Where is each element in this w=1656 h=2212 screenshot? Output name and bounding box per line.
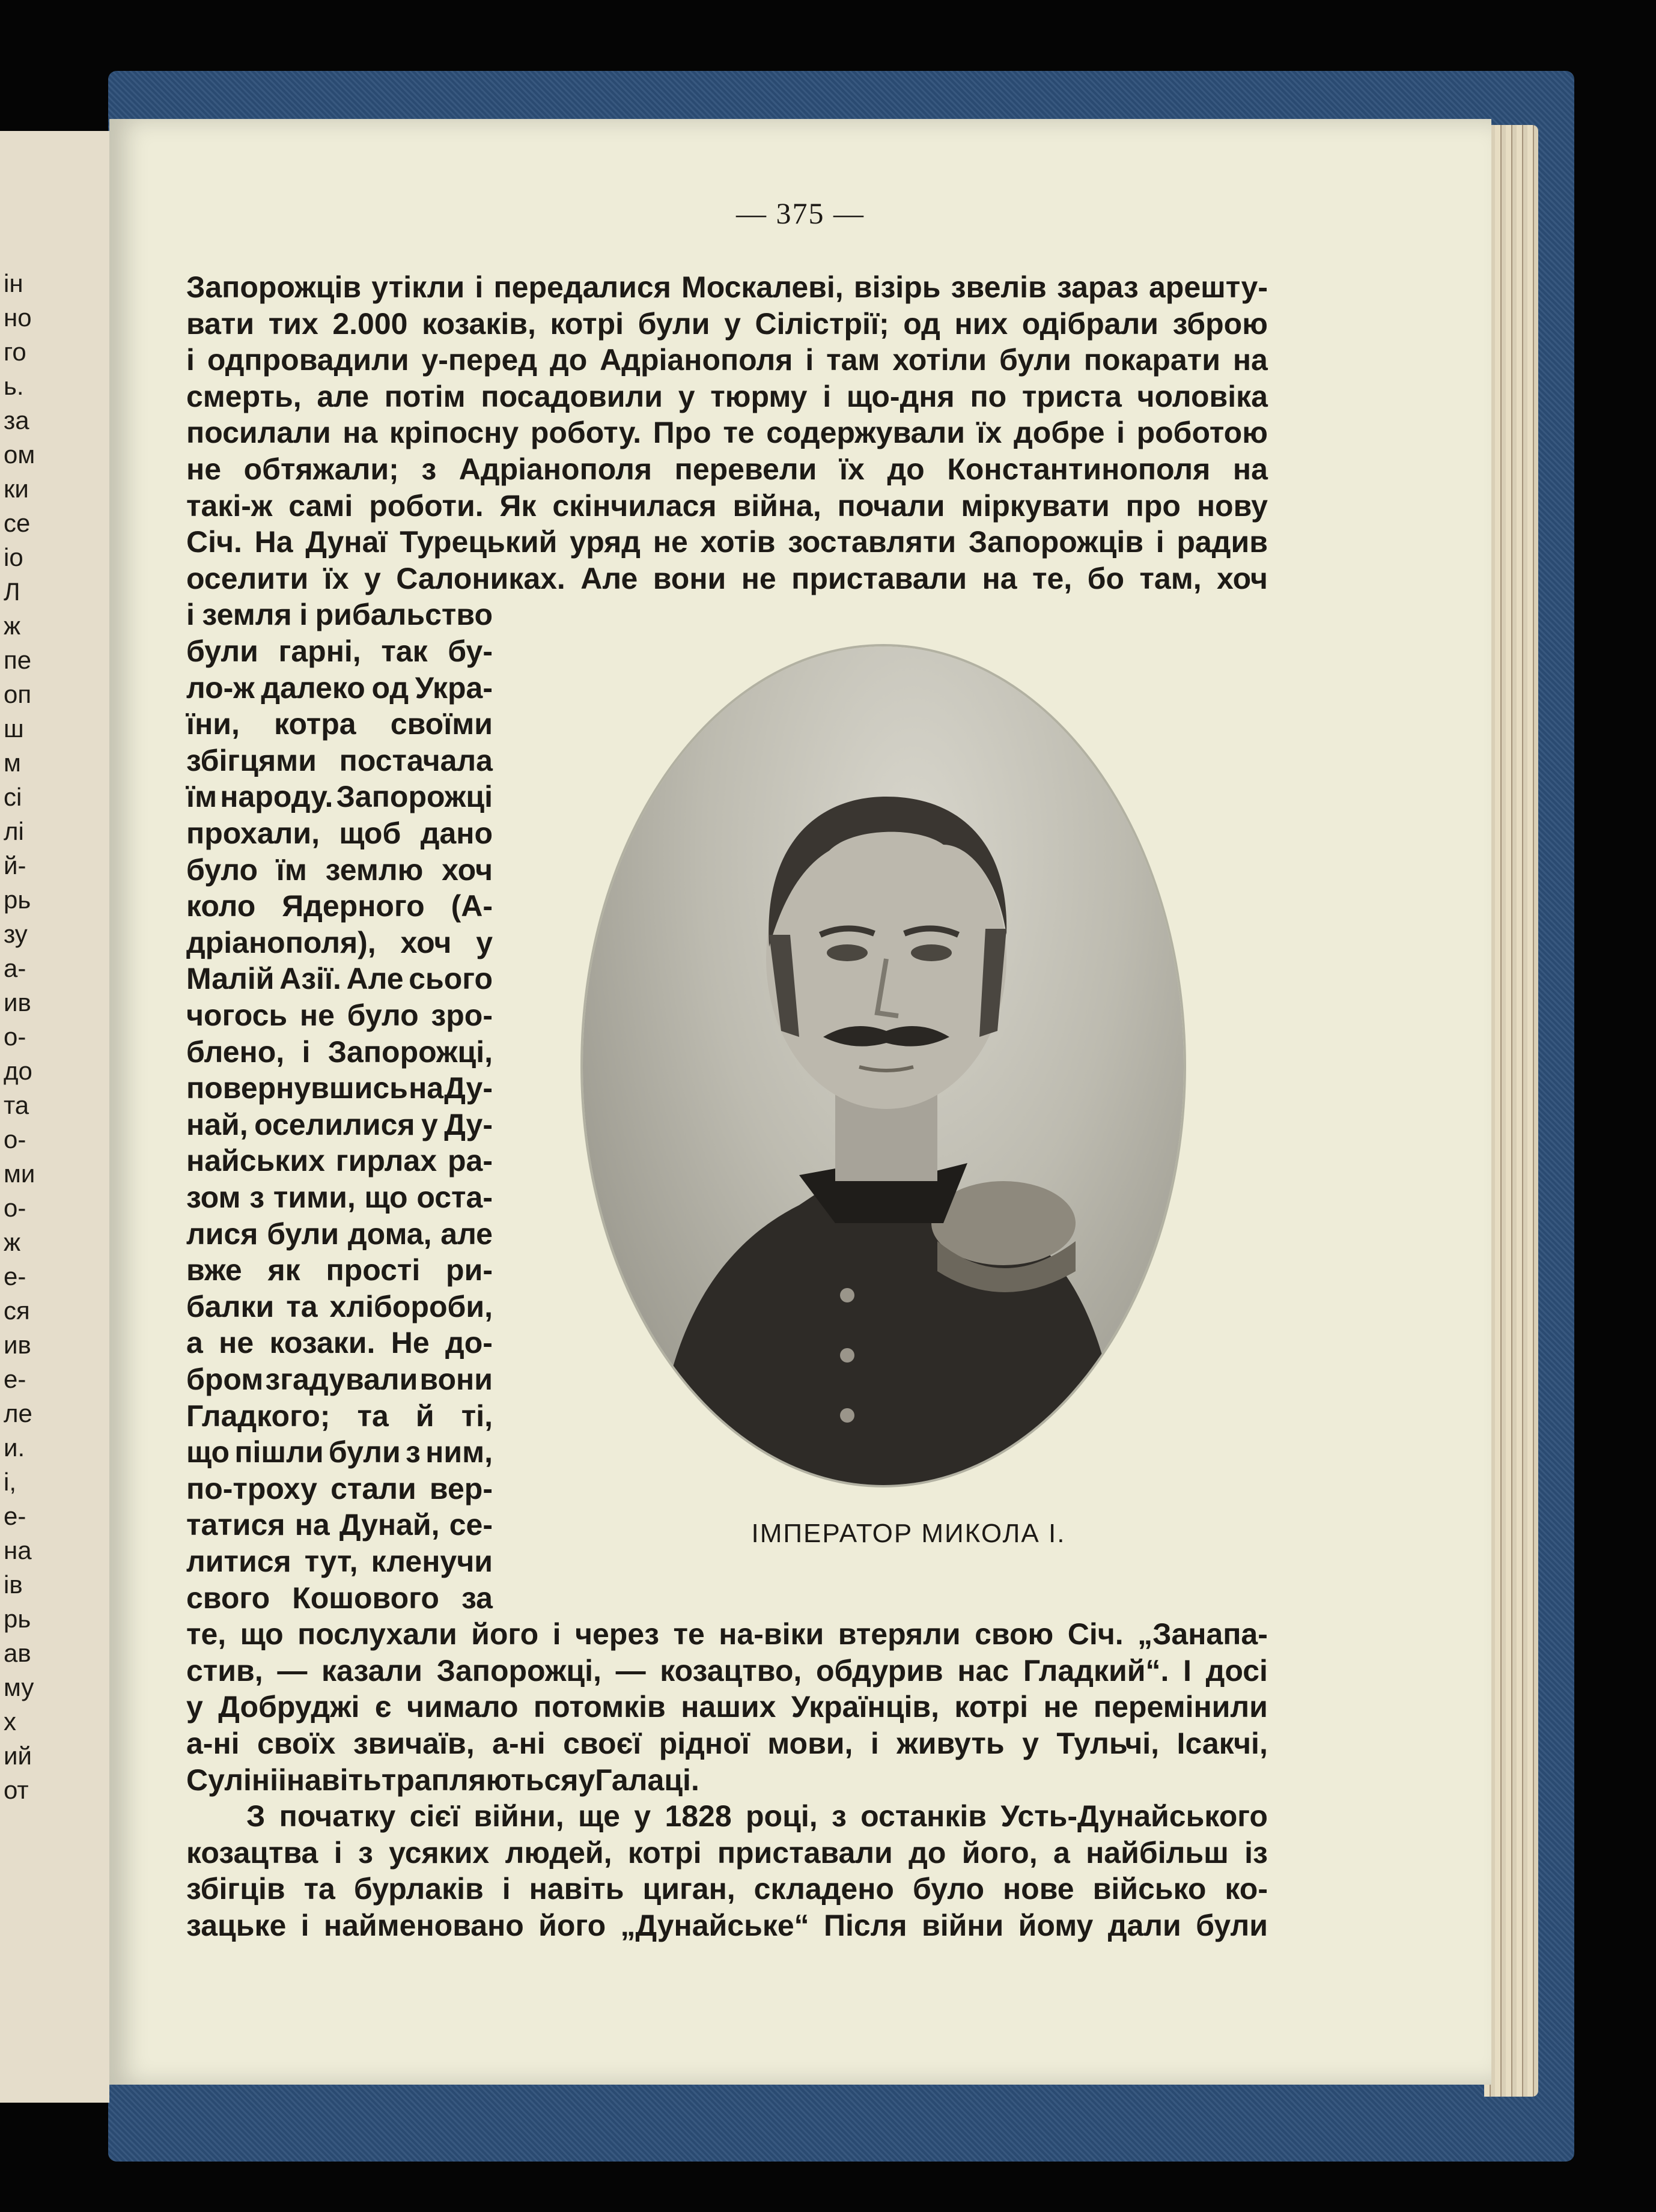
left-page-fragment: зу — [4, 920, 28, 948]
left-page-fragment: се — [4, 509, 31, 537]
left-page-fragment: о- — [4, 1022, 26, 1051]
left-page-fragment: ив — [4, 1331, 31, 1359]
left-page-fragment: х — [4, 1707, 16, 1736]
text-line: смерть, але потім посадовили у тюрму і що-дня по триста чоловіка — [186, 380, 1268, 413]
left-page-fragment: та — [4, 1091, 29, 1119]
left-page-fragment: Л — [4, 577, 20, 606]
left-page-edge — [0, 131, 109, 2103]
column-text-line: татися на Дунай, се- — [186, 1508, 493, 1542]
column-text-line: збігцями постачала — [186, 744, 493, 777]
text-line: вати тих 2.000 козаків, котрі були у Сілістрії; од них одібрали зброю — [186, 307, 1268, 341]
column-text-line: ло-ж далеко од Укра- — [186, 671, 493, 705]
left-page-fragment: ж — [4, 612, 21, 640]
column-text-line: найських гирлах ра- — [186, 1144, 493, 1177]
left-page-fragment: ми — [4, 1159, 35, 1188]
left-page-fragment: оп — [4, 680, 32, 708]
left-page-fragment: іо — [4, 543, 23, 571]
column-text-line: по-троху стали вер- — [186, 1472, 493, 1506]
column-text-line: Малій Азії. Але сього — [186, 962, 493, 995]
left-page-fragment: от — [4, 1776, 29, 1804]
column-text-line: лися були дома, але — [186, 1217, 493, 1251]
left-page-fragment: е- — [4, 1262, 26, 1290]
column-text-line: прохали, щоб дано — [186, 816, 493, 850]
left-page-fragment: но — [4, 303, 32, 332]
column-text-line: повернувшись на Ду- — [186, 1071, 493, 1105]
column-text-line: їни, котра своїми — [186, 707, 493, 741]
column-text-line: бром згадували вони — [186, 1363, 493, 1396]
column-text-line: а не козаки. Не до- — [186, 1326, 493, 1360]
left-page-fragment: ки — [4, 475, 29, 503]
left-page-fragment: й- — [4, 851, 26, 880]
text-line: оселити їх у Салониках. Але вони не приставали на те, бо там, хоч — [186, 562, 1268, 595]
left-page-fragment: а- — [4, 954, 26, 982]
column-text-line: литися тут, кленучи — [186, 1545, 493, 1578]
page-number: — 375 — — [736, 196, 865, 230]
left-page-fragment: на — [4, 1536, 32, 1564]
text-line: і одпровадили у-перед до Адріанополя і там хотіли були покарати на — [186, 343, 1268, 377]
column-text-line: най, оселилися у Ду- — [186, 1108, 493, 1141]
text-line: а-ні своїх звичаїв, а-ні своєї рідної мови, і живуть у Тульчі, Ісакчі, — [186, 1727, 1268, 1760]
column-text-line: що пішли були з ним, — [186, 1435, 493, 1469]
column-text-line: чогось не було зро- — [186, 998, 493, 1032]
column-text-line: їм народу. Запорожці — [186, 780, 493, 813]
left-page-fragment: ив — [4, 988, 31, 1016]
left-page-fragment: ін — [4, 269, 23, 297]
text-line: стив, — казали Запорожці, — козацтво, обдурив нас Гладкий“. І досі — [186, 1654, 1268, 1688]
left-page-fragment: ш — [4, 714, 24, 743]
text-line: Запорожців утікли і передалися Москалеві, візірь звелів зараз арешту- — [186, 270, 1268, 304]
left-page-fragment: рь — [4, 886, 31, 914]
text-line: посилали на кріпосну роботу. Про те содержували їх добре і роботою — [186, 416, 1268, 449]
left-page-fragment: о- — [4, 1125, 26, 1153]
left-page-fragment: рь — [4, 1605, 31, 1633]
left-page-fragment: до — [4, 1057, 32, 1085]
column-text-line: дріанополя), хоч у — [186, 926, 493, 959]
left-page-fragment: ом — [4, 440, 35, 469]
paragraph-line: козацтва і з усяких людей, котрі приставали до його, а найбільш із — [186, 1836, 1268, 1870]
column-text-line: були гарні, так бу- — [186, 634, 493, 668]
left-page-fragment: м — [4, 749, 21, 777]
text-line: не обтяжали; з Адріанополя перевели їх до Константинополя на — [186, 452, 1268, 486]
left-page-fragment: ся — [4, 1296, 30, 1325]
text-line: Суліні і навіть трапляються у Галаці. — [186, 1763, 699, 1797]
left-page-fragment: му — [4, 1673, 34, 1701]
left-page-fragment: пе — [4, 646, 32, 674]
left-page-fragment: ж — [4, 1228, 21, 1256]
left-page-fragment: ав — [4, 1639, 31, 1667]
portrait-image — [583, 646, 1184, 1485]
column-text-line: було їм землю хоч — [186, 853, 493, 887]
book-page — [109, 119, 1491, 2085]
text-line: Січ. На Дунаї Турецький уряд не хотів зоставляти Запорожців і радив — [186, 525, 1268, 559]
left-page-fragment: и. — [4, 1433, 25, 1462]
left-page-fragment: сі — [4, 783, 22, 811]
column-text-line: Гладкого; та й ті, — [186, 1399, 493, 1433]
text-line: у Добруджі є чимало потомків наших Українців, котрі не перемінили — [186, 1690, 1268, 1724]
left-page-fragment: за — [4, 406, 29, 434]
text-line: те, що послухали його і через те на-віки втеряли свою Січ. „Занапа- — [186, 1617, 1268, 1651]
left-page-fragment: ле — [4, 1399, 32, 1427]
page-edges — [1484, 125, 1538, 2097]
left-page-fragment: о- — [4, 1194, 26, 1222]
left-page-fragment: ий — [4, 1742, 32, 1770]
column-text-line: вже як прості ри- — [186, 1253, 493, 1287]
portrait-caption: ІМПЕРАТОР МИКОЛА І. — [751, 1519, 1066, 1548]
column-text-line: блено, і Запорожці, — [186, 1035, 493, 1069]
portrait-illustration — [583, 646, 1184, 1485]
column-text-line: коло Ядерного (А- — [186, 889, 493, 923]
left-page-fragment: е- — [4, 1502, 26, 1530]
column-text-line: зом з тими, що оста- — [186, 1180, 493, 1214]
text-line: такі-ж самі роботи. Як скінчилася війна, почали міркувати про нову — [186, 489, 1268, 523]
left-page-fragment: і, — [4, 1468, 16, 1496]
column-text-line: свого Кошового за — [186, 1581, 493, 1615]
paragraph-line: зацьке і найменовано його „Дунайське“ Після війни йому дали були — [186, 1909, 1268, 1942]
paragraph-line: збігців та бурлаків і навіть циган, складено було нове військо ко- — [186, 1872, 1268, 1906]
column-text-line: і земля і рибальство — [186, 598, 493, 631]
paragraph-line: З початку сієї війни, ще у 1828 році, з останків Усть-Дунайського — [246, 1799, 1268, 1833]
left-page-fragment: лі — [4, 817, 24, 845]
left-page-fragment: го — [4, 338, 26, 366]
left-page-fragment: е- — [4, 1365, 26, 1393]
column-text-line: балки та хлібороби, — [186, 1290, 493, 1323]
left-page-fragment: ів — [4, 1570, 23, 1599]
left-page-fragment: ь. — [4, 372, 24, 400]
